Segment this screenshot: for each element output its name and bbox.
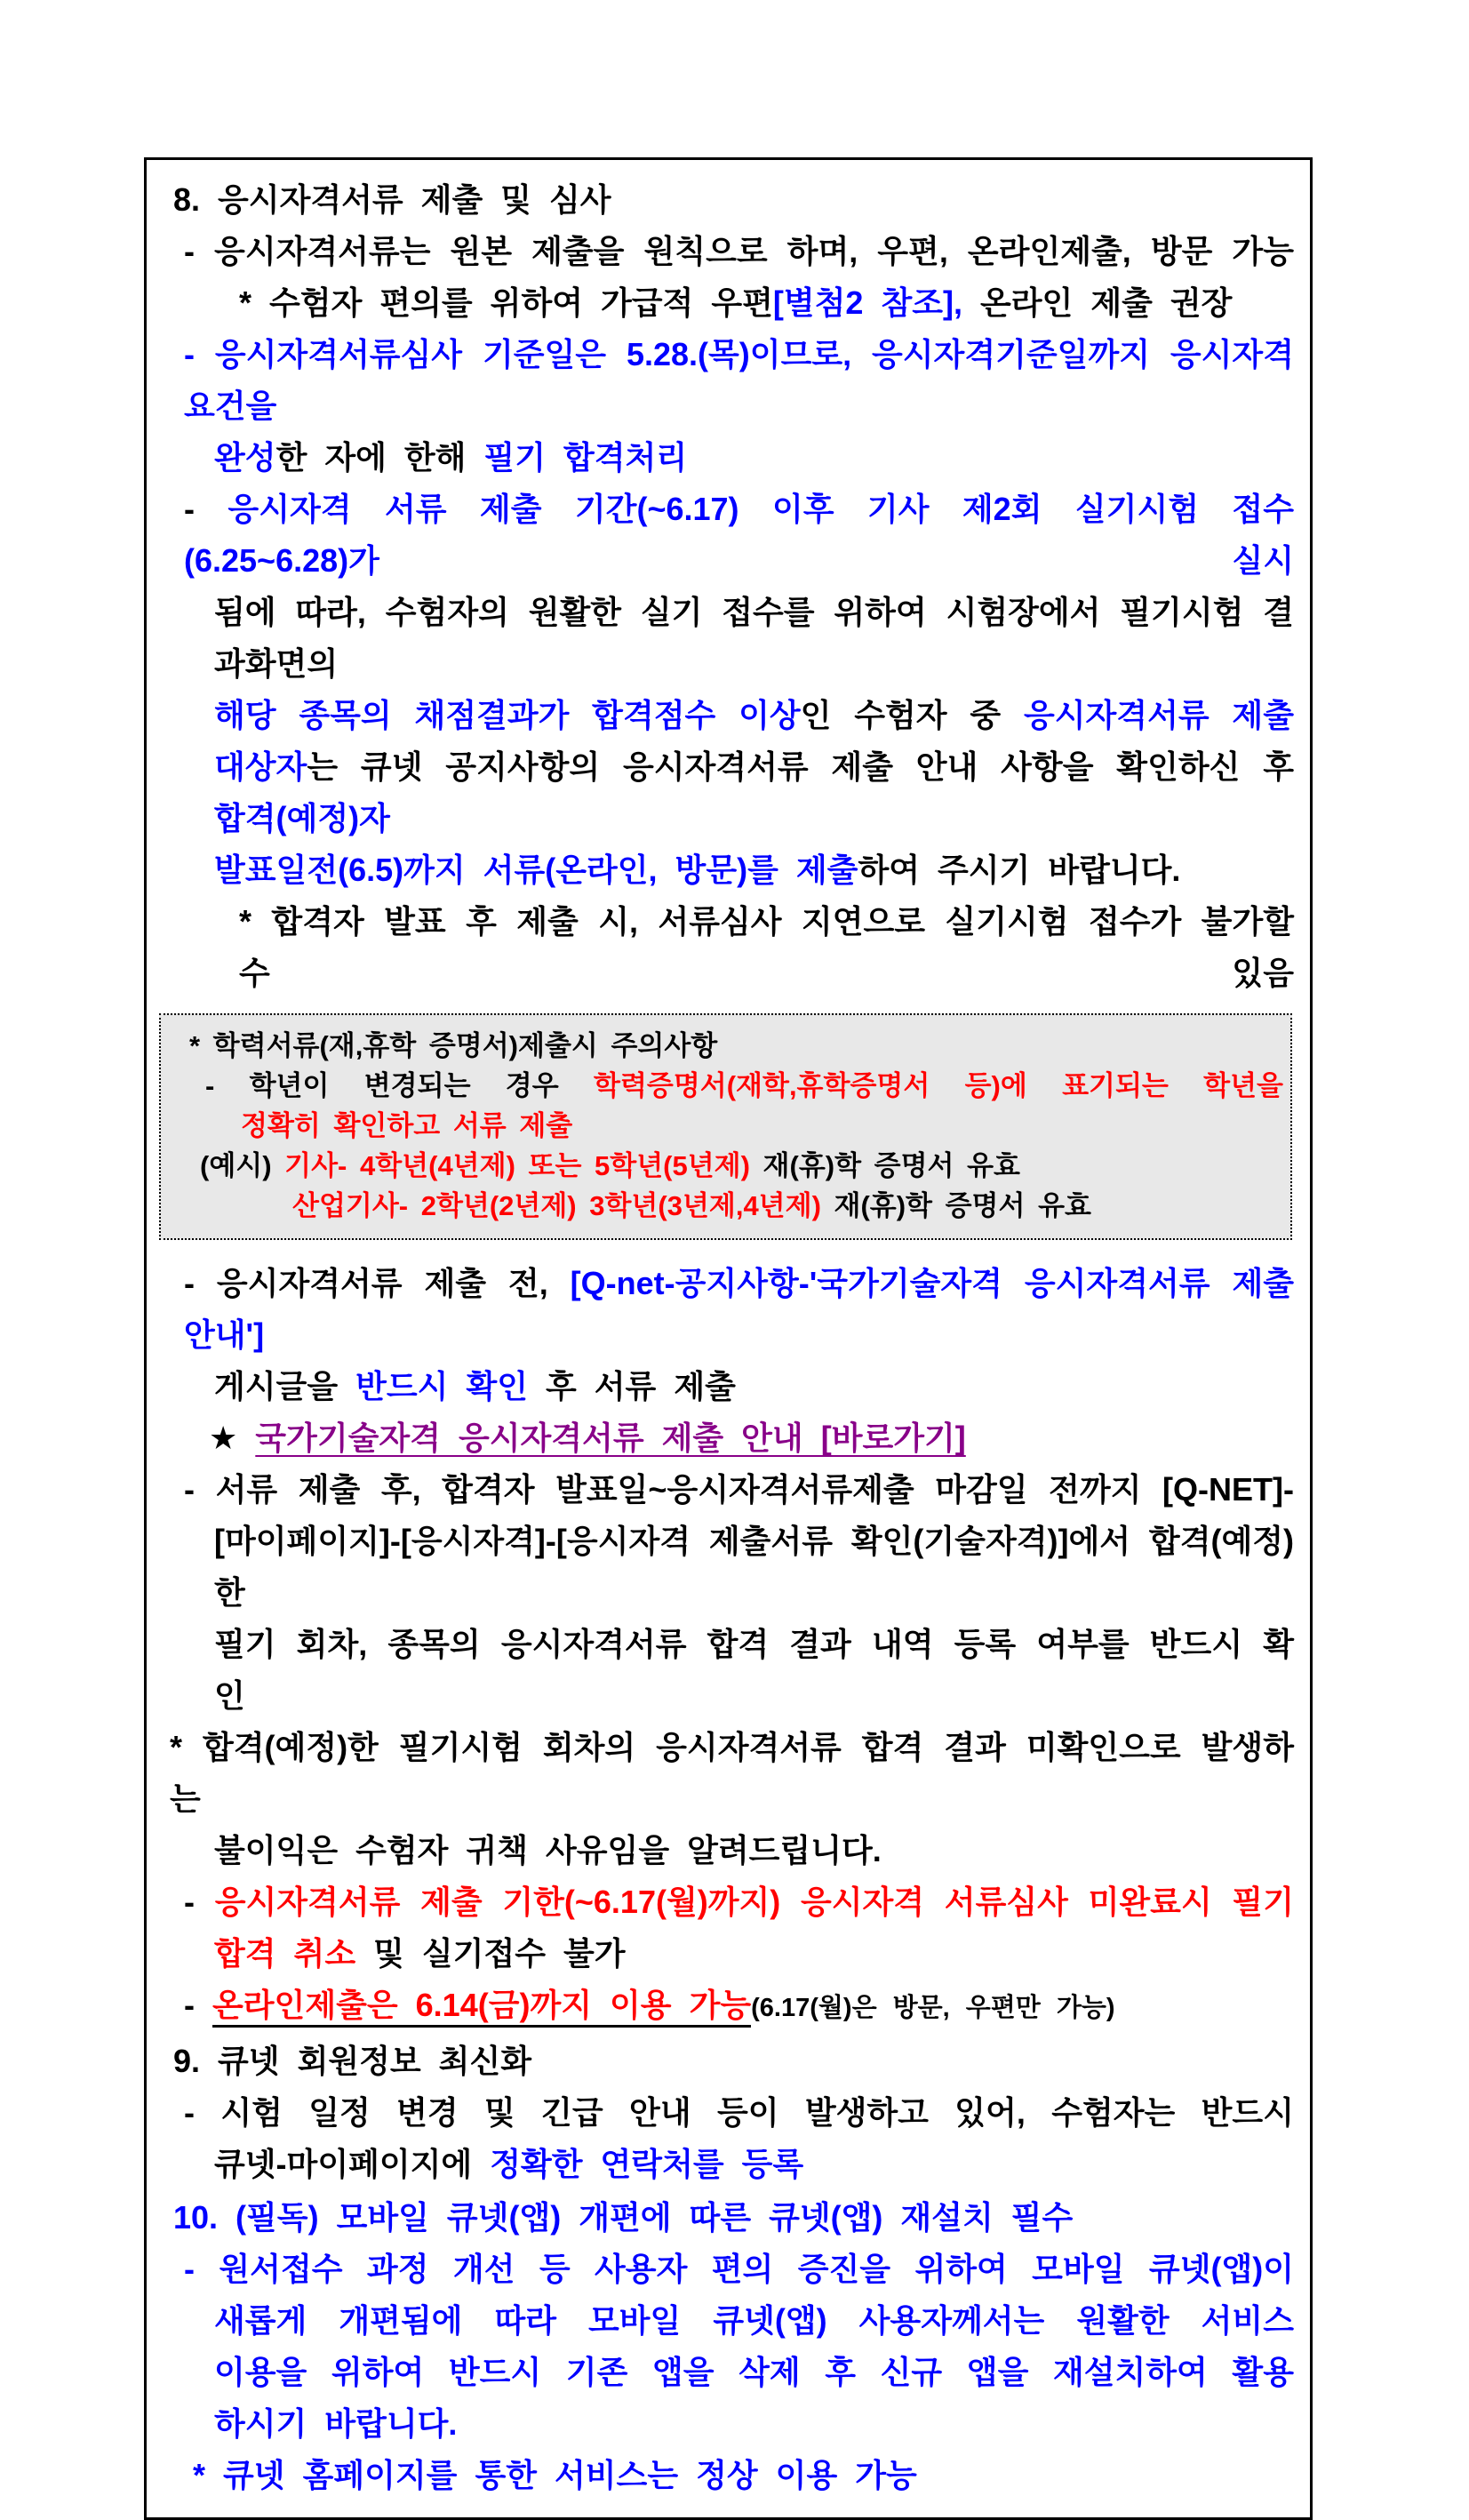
text-line	[168, 1106, 1283, 1146]
text-segment: 하시기 바랍니다.	[214, 2405, 458, 2442]
text-line	[157, 1722, 1294, 1825]
text-line	[157, 1619, 1294, 1722]
text-line	[157, 2087, 1294, 2139]
text-segment: 산업기사- 2학년(2년제) 3학년(3년제,4년제)	[292, 1190, 821, 1221]
text-line	[157, 896, 1294, 999]
text-segment: 해당 종목의 채점결과가 합격점수 이상	[214, 697, 801, 733]
text-line	[157, 2139, 1294, 2190]
text-segment: 합격 취소	[214, 1935, 356, 1972]
text-segment: 재(휴)학 증명서 유효	[749, 1150, 1020, 1181]
text-segment: 하여 주시기 바랍니다.	[858, 852, 1181, 888]
text-segment: * 합격(예정)한 필기시험 회차의 응시자격서류 합격 결과 미확인으로 발생하는	[170, 1729, 1294, 1817]
text-segment: 인 수험자 중	[800, 697, 1024, 733]
text-segment: 온라인 제출 권장	[962, 284, 1233, 321]
shortcut-link-line	[157, 1412, 1294, 1464]
text-segment: [Q-net-공지사항-'국가기술자격 응시자격서류 제출 안내']	[184, 1265, 1294, 1353]
text-segment: (예시)	[200, 1150, 285, 1181]
text-segment: 는 큐넷 공지사항의 응시자격서류 제출 안내 사항을 확인하신 후	[307, 748, 1294, 785]
text-line	[157, 690, 1294, 741]
text-segment: 정확히 확인하고 서류 제출	[241, 1110, 573, 1141]
text-line	[168, 1026, 1283, 1066]
text-segment: 재(휴)학 증명서 유효	[820, 1190, 1091, 1221]
text-line	[168, 1146, 1283, 1186]
text-segment: * 수험자 편의를 위하여 가급적 우편	[239, 284, 773, 321]
notice-box	[159, 1013, 1292, 1240]
text-segment: 후 서류 제출	[528, 1368, 736, 1404]
text-segment: * 학력서류(재,휴학 증명서)제출시 주의사항	[189, 1030, 718, 1061]
text-segment: 응시자격서류 제출	[1023, 697, 1294, 733]
text-line	[157, 277, 1294, 329]
text-segment: - 응시자격서류 제출 전,	[184, 1265, 571, 1301]
section-heading-10	[157, 2192, 1294, 2244]
text-line	[157, 1258, 1294, 1361]
text-line	[157, 1980, 1294, 2034]
text-line	[157, 1876, 1294, 1928]
text-line	[157, 1516, 1294, 1619]
section-heading-9	[157, 2036, 1294, 2087]
text-line	[157, 1825, 1294, 1876]
text-line	[157, 2398, 1294, 2450]
text-segment: 응시자격서류 제출 기한(~6.17(월)까지) 응시자격 서류심사 미완료시 필기	[214, 1884, 1294, 1920]
text-segment: 게시글을	[214, 1368, 356, 1404]
text-segment: 반드시 확인	[355, 1368, 528, 1404]
text-line	[157, 2244, 1294, 2295]
text-line	[157, 432, 1294, 484]
text-segment: - 원서접수 과정 개선 등 사용자 편의 증진을 위하여 모바일 큐넷(앱)이	[184, 2251, 1294, 2287]
section-heading-8	[157, 174, 1294, 226]
text-line	[157, 484, 1294, 587]
text-segment: - 학년이 변경되는 경우	[205, 1070, 594, 1101]
text-line	[157, 1464, 1294, 1516]
text-segment: 필기 합격처리	[483, 439, 688, 476]
text-segment: * 합격자 발표 후 제출 시, 서류심사 지연으로 실기시험 접수가 불가할 수 있음	[239, 903, 1294, 991]
text-segment: -	[184, 1884, 215, 1920]
text-segment: 큐넷-마이페이지에	[214, 2146, 491, 2182]
text-segment: -	[184, 491, 228, 527]
text-segment: -	[184, 1987, 212, 2023]
text-segment: 발표일전(6.5)까지 서류(온라인, 방문)를 제출	[214, 852, 858, 888]
text-segment: 새롭게 개편됨에 따라 모바일 큐넷(앱) 사용자께서는 원활한 서비스	[214, 2302, 1294, 2339]
text-segment: 기사- 4학년(4년제) 또는 5학년(5년제)	[284, 1150, 750, 1181]
text-segment: 이용을 위하여 반드시 기존 앱을 삭제 후 신규 앱을 재설치하여 활용	[214, 2354, 1294, 2390]
text-segment: 응시자격 서류 제출 기간(~6.17) 이후 기사 제2회 실기시험 접수(6.25~6.28)가 실시	[184, 491, 1294, 579]
text-segment: - 시험 일정 변경 및 긴급 안내 등이 발생하고 있어, 수험자는 반드시	[184, 2094, 1294, 2131]
text-segment: 필기 회차, 종목의 응시자격서류 합격 결과 내역 등록 여부를 반드시 확인	[214, 1626, 1294, 1714]
text-segment: 합격(예정)자	[214, 800, 390, 836]
text-line	[157, 226, 1294, 277]
text-segment: 9. 큐넷 회원정보 최신화	[173, 2043, 532, 2079]
text-segment: 불이익은 수험자 귀책 사유임을 알려드립니다.	[214, 1832, 882, 1868]
text-segment: 정확한 연락처를 등록	[490, 2146, 804, 2182]
submission-guide-link[interactable]: 국가기술자격 응시자격서류 제출 안내 [바로가기]	[255, 1420, 966, 1456]
text-segment: - 응시자격서류는 원본 제출을 원칙으로 하며, 우편, 온라인제출, 방문 가능	[184, 233, 1294, 269]
text-segment: (6.17(월)은 방문, 우편만 가능)	[751, 1994, 1115, 2022]
text-segment: * 큐넷 홈페이지를 통한 서비스는 정상 이용 가능	[193, 2457, 917, 2493]
text-segment: 8. 응시자격서류 제출 및 심사	[173, 181, 611, 218]
text-line	[157, 1928, 1294, 1980]
text-segment: 한 자에 한해	[275, 439, 484, 476]
text-segment: 학력증명서(재학,휴학증명서 등)에 표기되는 학년을	[594, 1070, 1283, 1101]
text-line	[157, 2347, 1294, 2398]
text-segment: 온라인제출은 6.14(금)까지 이용 가능	[212, 1987, 751, 2028]
sections-after-box	[157, 1258, 1294, 2501]
text-segment: 완성	[214, 439, 276, 476]
text-line	[157, 844, 1294, 896]
text-line	[168, 1066, 1283, 1106]
text-line	[157, 741, 1294, 844]
text-segment: 대상자	[214, 748, 307, 785]
text-line	[168, 1186, 1283, 1226]
section-8-block	[157, 174, 1294, 999]
text-segment: 및 실기접수 불가	[355, 1935, 626, 1972]
text-line	[157, 1361, 1294, 1412]
text-segment: - 서류 제출 후, 합격자 발표일~응시자격서류제출 마감일 전까지 [Q-NET]-	[184, 1471, 1294, 1508]
document-border	[144, 157, 1313, 2520]
text-segment: [별첨2 참조],	[772, 284, 962, 321]
text-line	[157, 2450, 1294, 2501]
text-line	[157, 2295, 1294, 2347]
text-segment: - 응시자격서류심사 기준일은 5.28.(목)이므로, 응시자격기준일까지 응시자격요건을	[184, 336, 1294, 424]
text-segment: 10. (필독) 모바일 큐넷(앱) 개편에 따른 큐넷(앱) 재설치 필수	[173, 2199, 1074, 2236]
text-line	[157, 329, 1294, 432]
text-segment: 됨에 따라, 수험자의 원활한 실기 접수를 위하여 시험장에서 필기시험 결과화면의	[214, 594, 1294, 682]
text-segment: ★	[209, 1420, 256, 1456]
text-segment: [마이페이지]-[응시자격]-[응시자격 제출서류 확인(기술자격)]에서 합격(예정)한	[214, 1523, 1294, 1611]
text-line	[157, 587, 1294, 690]
